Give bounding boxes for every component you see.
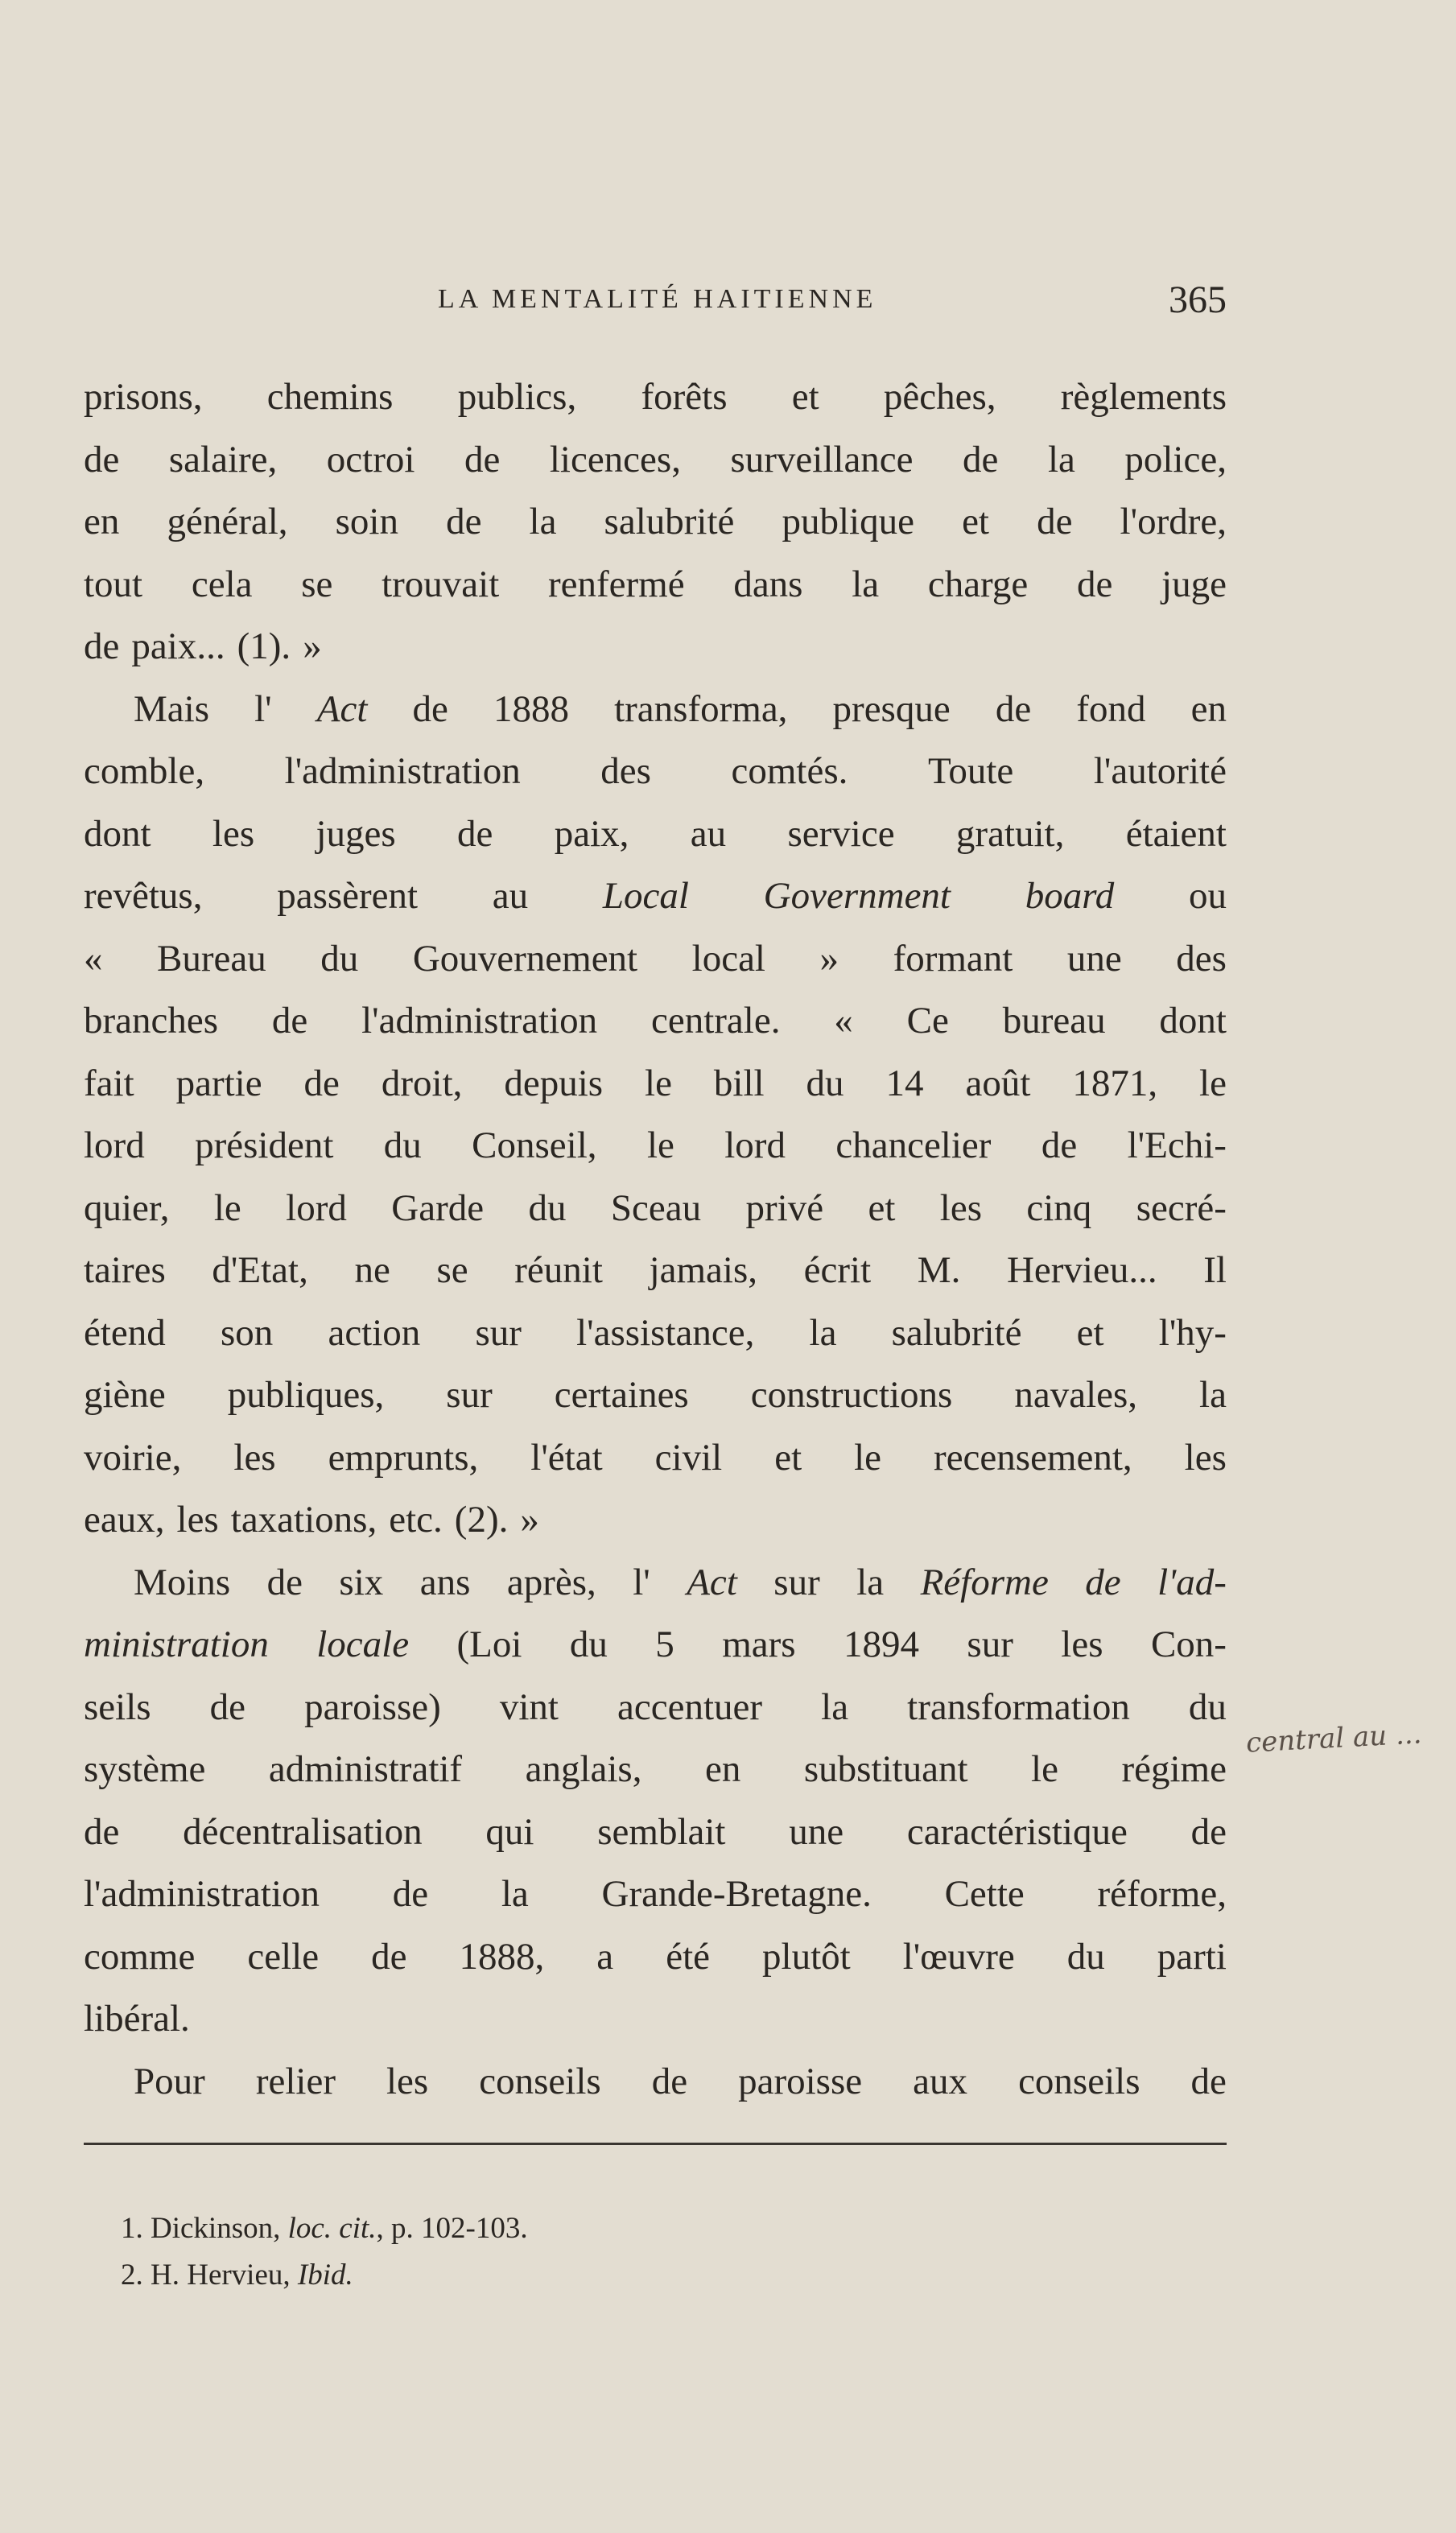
word: se <box>436 1249 468 1291</box>
word: du <box>383 1124 422 1166</box>
word: de <box>271 1000 308 1042</box>
word: Cette <box>944 1873 1025 1915</box>
word: Act <box>687 1561 737 1603</box>
word: juges <box>316 812 396 855</box>
word: local <box>691 937 765 980</box>
word: emprunts, <box>328 1436 479 1479</box>
footnote-rule <box>84 2143 1227 2145</box>
word: service <box>787 812 895 855</box>
word: quier, <box>84 1186 170 1229</box>
word: locale <box>316 1623 410 1665</box>
word: de <box>84 438 120 481</box>
word: Il <box>1203 1249 1227 1291</box>
word: depuis <box>504 1062 604 1104</box>
word: Moins <box>134 1561 231 1603</box>
word: recensement, <box>934 1436 1132 1479</box>
word: giène <box>84 1374 166 1416</box>
word: formant <box>893 937 1013 980</box>
word: de <box>963 438 999 481</box>
text-line <box>84 429 1227 492</box>
word: privé <box>745 1186 824 1229</box>
word: de <box>266 1561 303 1603</box>
text-line <box>84 741 1227 803</box>
word: des <box>1176 937 1227 980</box>
word: Sceau <box>610 1186 702 1229</box>
word: l'autorité <box>1093 750 1227 792</box>
word: mars <box>722 1623 796 1665</box>
word: forêts <box>641 376 728 418</box>
word: Garde <box>391 1186 485 1229</box>
word: administratif <box>268 1748 463 1790</box>
page-header <box>84 278 1227 326</box>
word: en <box>84 501 120 542</box>
word: l'administration <box>361 1000 598 1042</box>
word: les <box>386 2060 429 2102</box>
word: les <box>1061 1623 1103 1665</box>
word: juge <box>1161 563 1227 605</box>
word: accentuer <box>617 1685 763 1728</box>
word: 1888 <box>493 687 569 730</box>
word: et <box>962 501 989 542</box>
word: l'hy- <box>1158 1311 1227 1354</box>
word: lord <box>286 1186 347 1229</box>
word: M. <box>917 1249 961 1291</box>
word: la <box>529 501 557 542</box>
word: des <box>600 750 651 792</box>
word: président <box>195 1124 334 1166</box>
word: « <box>84 937 103 980</box>
word: lord <box>84 1124 145 1166</box>
word: réunit <box>514 1249 603 1291</box>
word: une <box>1066 937 1122 980</box>
word: les <box>233 1436 276 1479</box>
word: etc. <box>389 1499 443 1541</box>
word: passèrent <box>277 875 419 917</box>
word: l'administration <box>284 750 521 792</box>
text-line <box>84 491 1227 554</box>
word: étend <box>84 1311 166 1354</box>
word: dont <box>1159 1000 1227 1042</box>
word: au <box>690 812 727 855</box>
word: conseils <box>1018 2060 1140 2102</box>
word: sur <box>773 1561 820 1603</box>
word: la <box>1199 1374 1227 1416</box>
word: Toute <box>927 750 1014 792</box>
word: et <box>1076 1311 1104 1354</box>
word: » <box>520 1499 539 1541</box>
word: Local <box>602 875 689 917</box>
word: dont <box>84 812 151 855</box>
word: les <box>212 812 255 855</box>
text-line <box>84 1614 1227 1677</box>
word: Grande-Bretagne. <box>601 1873 872 1915</box>
word: 1871, <box>1072 1062 1158 1104</box>
word: salubrité <box>604 501 735 542</box>
word: taires <box>84 1249 166 1291</box>
word: eaux, <box>84 1499 165 1541</box>
word: réforme, <box>1097 1873 1227 1915</box>
text-line <box>84 803 1227 866</box>
word: transforma, <box>614 687 788 730</box>
word: Ce <box>906 1000 949 1042</box>
word: parti <box>1157 1935 1227 1978</box>
word: seils <box>84 1685 151 1728</box>
word: les <box>1184 1436 1227 1479</box>
word: du <box>320 937 359 980</box>
text-line <box>84 1178 1227 1240</box>
footnote-1 <box>121 2205 528 2252</box>
text-line <box>84 1739 1227 1801</box>
word: du <box>569 1623 608 1665</box>
word: paroisse) <box>304 1685 441 1728</box>
word: revêtus, <box>84 875 203 917</box>
word: l'Echi- <box>1127 1124 1227 1166</box>
word: de <box>209 1685 246 1728</box>
word: la <box>856 1561 885 1603</box>
word: pêches, <box>883 376 996 418</box>
word: constructions <box>750 1374 953 1416</box>
word: cinq <box>1026 1186 1092 1229</box>
text-line <box>84 1988 1227 2051</box>
word: Bureau <box>157 937 266 980</box>
word: une <box>789 1810 844 1853</box>
word: en <box>704 1748 741 1790</box>
word: licences, <box>549 438 681 481</box>
word: comtés. <box>731 750 848 792</box>
word: libéral. <box>84 1998 190 2040</box>
word: surveillance <box>730 438 914 481</box>
word: partie <box>175 1062 262 1104</box>
word: droit, <box>381 1062 463 1104</box>
footnotes <box>121 2205 528 2299</box>
word: la <box>1047 438 1075 481</box>
word: Réforme <box>920 1561 1049 1603</box>
word: Con- <box>1150 1623 1227 1665</box>
word: 14 <box>885 1062 924 1104</box>
word: celle <box>247 1935 320 1978</box>
word: substituant <box>803 1748 968 1790</box>
word: de <box>457 812 493 855</box>
word: de <box>412 687 448 730</box>
footnote-text: 2. H. Hervieu, <box>121 2259 298 2292</box>
body-text <box>84 366 1227 2113</box>
text-line <box>84 616 1227 679</box>
word: bureau <box>1002 1000 1106 1042</box>
word: ans <box>419 1561 471 1603</box>
word: a <box>596 1935 614 1978</box>
word: de <box>651 2060 688 2102</box>
word: et <box>791 376 819 418</box>
word: branches <box>84 1000 219 1042</box>
text-line <box>84 1677 1227 1739</box>
word: de <box>303 1062 340 1104</box>
word: bill <box>713 1062 765 1104</box>
word: 1894 <box>843 1623 919 1665</box>
word: de <box>84 1810 120 1853</box>
word: été <box>666 1935 710 1978</box>
word: Pour <box>134 2060 205 2102</box>
text-line <box>84 554 1227 617</box>
word: civil <box>654 1436 723 1479</box>
word: chancelier <box>835 1124 992 1166</box>
word: ministration <box>84 1623 269 1665</box>
word: de <box>392 1873 429 1915</box>
word: du <box>528 1186 567 1229</box>
word: 1888, <box>459 1935 545 1978</box>
text-line <box>84 679 1227 741</box>
word: la <box>809 1311 837 1354</box>
word: le <box>645 1062 672 1104</box>
word: décentralisation <box>183 1810 423 1853</box>
word: l'œuvre <box>902 1935 1015 1978</box>
word: la <box>501 1873 529 1915</box>
word: Conseil, <box>472 1124 597 1166</box>
word: au <box>492 875 529 917</box>
word: semblait <box>597 1810 726 1853</box>
word: fait <box>84 1062 134 1104</box>
word: écrit <box>803 1249 872 1291</box>
word: prisons, <box>84 376 203 418</box>
word: navales, <box>1014 1374 1138 1416</box>
text-line <box>84 1552 1227 1615</box>
word: sur <box>446 1374 493 1416</box>
word: fond <box>1076 687 1146 730</box>
word: six <box>339 1561 384 1603</box>
word: renfermé <box>547 563 685 605</box>
word: octroi <box>326 438 415 481</box>
footnote-text: 1. Dickinson, <box>121 2212 288 2245</box>
word: transformation <box>907 1685 1130 1728</box>
word: paix... <box>131 625 225 667</box>
text-line <box>84 1053 1227 1116</box>
word: la <box>821 1685 849 1728</box>
word: système <box>84 1748 206 1790</box>
word: comme <box>84 1935 196 1978</box>
word: publique <box>782 501 914 542</box>
word: (2). <box>454 1499 509 1541</box>
word: le <box>1199 1062 1227 1104</box>
text-line <box>84 1364 1227 1427</box>
word: de <box>446 501 482 542</box>
word: cela <box>191 563 253 605</box>
word: l'administration <box>84 1873 320 1915</box>
word: vint <box>499 1685 559 1728</box>
word: Gouvernement <box>412 937 638 980</box>
word: du <box>1066 1935 1105 1978</box>
word: de <box>1076 563 1113 605</box>
word: Mais <box>134 687 209 730</box>
footnote-italic: loc. cit. <box>287 2212 377 2245</box>
word: sur <box>967 1623 1013 1665</box>
word: qui <box>485 1810 534 1853</box>
page-number: 365 <box>1169 278 1227 321</box>
word: anglais, <box>525 1748 642 1790</box>
word: caractéristique <box>906 1810 1128 1853</box>
word: l' <box>633 1561 650 1603</box>
word: régime <box>1121 1748 1227 1790</box>
word: de <box>1037 501 1073 542</box>
word: le <box>1031 1748 1058 1790</box>
word: de <box>995 687 1032 730</box>
word: 5 <box>655 1623 674 1665</box>
word: les <box>939 1186 982 1229</box>
word: et <box>774 1436 802 1479</box>
word: le <box>646 1124 674 1166</box>
text-line <box>84 1863 1227 1926</box>
footnote-rest: , p. 102-103. <box>376 2212 528 2245</box>
word: sur <box>475 1311 522 1354</box>
word: trouvait <box>382 563 500 605</box>
word: dans <box>733 563 803 605</box>
word: de <box>84 625 120 667</box>
word: étaient <box>1125 812 1227 855</box>
word: conseils <box>479 2060 601 2102</box>
word: l'assistance, <box>576 1311 755 1354</box>
word: son <box>220 1311 274 1354</box>
word: de <box>1085 1561 1121 1603</box>
word: secré- <box>1136 1186 1227 1229</box>
word: paroisse <box>738 2060 863 2102</box>
word: » <box>819 937 839 980</box>
footnote-italic: Ibid. <box>297 2259 353 2292</box>
text-line <box>84 1489 1227 1552</box>
word: d'Etat, <box>212 1249 308 1291</box>
word: gratuit, <box>955 812 1065 855</box>
word: salubrité <box>891 1311 1022 1354</box>
word: l'ad- <box>1157 1561 1227 1603</box>
word: taxations, <box>230 1499 377 1541</box>
handwritten-margin-note: central au ... <box>1245 1718 1423 1759</box>
word: de <box>1190 2060 1227 2102</box>
text-line <box>84 1240 1227 1302</box>
word: le <box>854 1436 882 1479</box>
word: le <box>213 1186 241 1229</box>
text-line <box>84 2051 1227 2114</box>
word: certaines <box>554 1374 689 1416</box>
word: police, <box>1124 438 1227 481</box>
word: (1). <box>237 625 291 667</box>
word: salaire, <box>168 438 278 481</box>
text-line <box>84 865 1227 928</box>
text-line <box>84 1115 1227 1178</box>
word: l' <box>254 687 272 730</box>
text-line <box>84 1302 1227 1365</box>
text-line <box>84 1801 1227 1864</box>
word: board <box>1025 875 1115 917</box>
word: jamais, <box>649 1249 757 1291</box>
word: presque <box>832 687 951 730</box>
word: l'ordre, <box>1120 501 1227 542</box>
word: Hervieu... <box>1006 1249 1157 1291</box>
word: ne <box>354 1249 390 1291</box>
word: se <box>301 563 333 605</box>
word: charge <box>927 563 1029 605</box>
text-line <box>84 366 1227 429</box>
word: les <box>176 1499 219 1541</box>
word: août <box>965 1062 1031 1104</box>
word: (Loi <box>456 1623 522 1665</box>
word: action <box>328 1311 421 1354</box>
word: comble, <box>84 750 205 792</box>
word: Act <box>316 687 368 730</box>
word: » <box>303 625 322 667</box>
word: en <box>1190 687 1227 730</box>
word: règlements <box>1060 376 1227 418</box>
word: relier <box>255 2060 336 2102</box>
word: ou <box>1188 875 1227 917</box>
word: du <box>1188 1685 1227 1728</box>
word: soin <box>335 501 398 542</box>
word: chemins <box>266 376 394 418</box>
word: plutôt <box>762 1935 851 1978</box>
word: aux <box>913 2060 968 2102</box>
running-title: LA MENTALITÉ HAITIENNE <box>438 284 877 314</box>
word: lord <box>724 1124 786 1166</box>
word: publiques, <box>227 1374 385 1416</box>
word: après, <box>506 1561 596 1603</box>
text-line <box>84 1926 1227 1989</box>
word: de <box>371 1935 407 1978</box>
word: et <box>868 1186 896 1229</box>
word: « <box>834 1000 853 1042</box>
word: voirie, <box>84 1436 182 1479</box>
word: de <box>1041 1124 1078 1166</box>
footnote-2 <box>121 2252 528 2299</box>
word: la <box>852 563 880 605</box>
word: centrale. <box>650 1000 781 1042</box>
word: du <box>806 1062 844 1104</box>
word: général, <box>167 501 288 542</box>
word: paix, <box>554 812 629 855</box>
text-line <box>84 990 1227 1053</box>
word: publics, <box>457 376 577 418</box>
word: Government <box>763 875 951 917</box>
word: l'état <box>530 1436 603 1479</box>
text-line <box>84 1427 1227 1490</box>
text-line <box>84 928 1227 991</box>
word: de <box>1190 1810 1227 1853</box>
word: tout <box>84 563 143 605</box>
word: de <box>464 438 501 481</box>
